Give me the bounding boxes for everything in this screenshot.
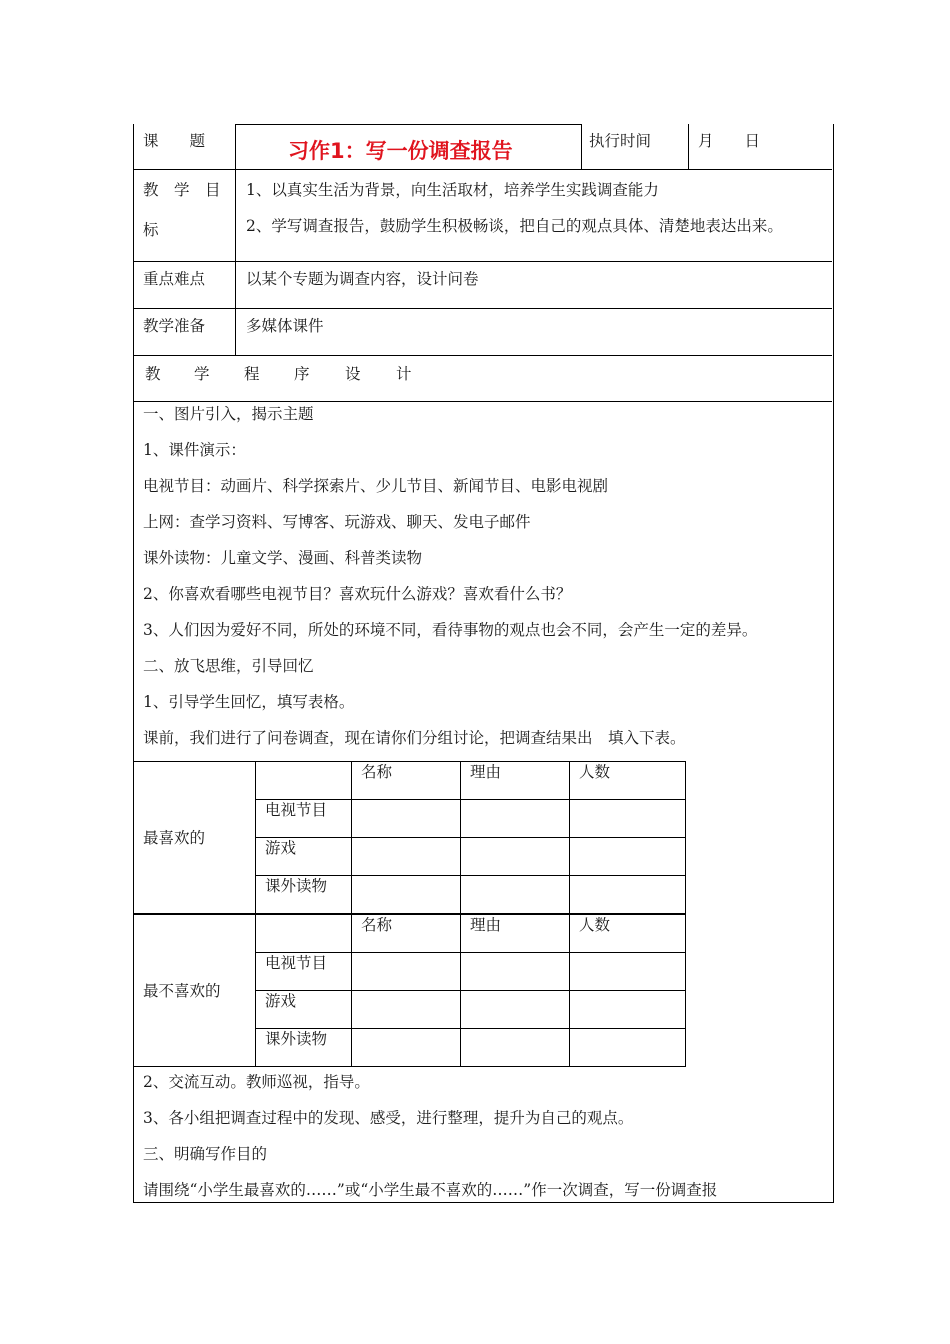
input-cell[interactable]: [461, 876, 570, 914]
row-label: 游戏: [256, 991, 352, 1029]
key-points-label: 重点难点: [143, 270, 206, 288]
empty-cell: [256, 762, 352, 800]
procedure-heading-char: 程: [244, 365, 260, 383]
preparation-text: 多媒体课件: [246, 317, 324, 335]
input-cell[interactable]: [570, 838, 686, 876]
empty-cell: [256, 915, 352, 953]
survey-table-disliked: [133, 914, 686, 1067]
key-points-text: 以某个专题为调查内容，设计问卷: [246, 270, 479, 288]
goals-label: 教 学 目: [143, 181, 221, 199]
row-label: 游戏: [256, 838, 352, 876]
input-cell[interactable]: [570, 1029, 686, 1067]
input-cell[interactable]: [461, 1029, 570, 1067]
goal-item: 2、学写调查报告，鼓励学生积极畅谈，把自己的观点具体、清楚地表达出来。: [246, 217, 783, 235]
body-line: 3、各小组把调查过程中的发现、感受，进行整理，提升为自己的观点。: [143, 1109, 634, 1127]
exec-time-label: 执行时间: [589, 132, 652, 150]
row-divider: [133, 401, 832, 402]
row-divider: [133, 355, 832, 356]
column-header: 理由: [461, 915, 570, 953]
label-column-divider: [235, 169, 236, 355]
body-line: 上网：查学习资料、写博客、玩游戏、聊天、发电子邮件: [143, 513, 531, 531]
column-header: 人数: [570, 915, 686, 953]
procedure-heading-char: 教: [145, 365, 161, 383]
procedure-heading-char: 计: [396, 365, 412, 383]
row-label: 课外读物: [256, 876, 352, 914]
lesson-title: 习作1：写一份调查报告: [288, 139, 513, 163]
body-line: 2、交流互动。教师巡视，指导。: [143, 1073, 370, 1091]
body-line: 3、人们因为爱好不同，所处的环境不同，看待事物的观点也会不同，会产生一定的差异。: [143, 621, 758, 639]
goals-label-cont: 标: [143, 221, 159, 239]
column-header: 人数: [570, 762, 686, 800]
body-line: 课外读物：儿童文学、漫画、科普类读物: [143, 549, 423, 567]
input-cell[interactable]: [352, 991, 461, 1029]
input-cell[interactable]: [352, 953, 461, 991]
survey-table-liked: [133, 761, 686, 914]
input-cell[interactable]: [461, 953, 570, 991]
input-cell[interactable]: [461, 838, 570, 876]
date-label: 月 日: [698, 132, 761, 150]
body-line: 电视节目：动画片、科学探索片、少儿节目、新闻节目、电影电视剧: [143, 477, 609, 495]
input-cell[interactable]: [570, 876, 686, 914]
column-header: 名称: [352, 762, 461, 800]
procedure-heading-char: 序: [294, 365, 310, 383]
row-divider: [133, 261, 832, 262]
input-cell[interactable]: [352, 876, 461, 914]
body-line: 请围绕“小学生最喜欢的……”或“小学生最不喜欢的……”作一次调查，写一份调查报: [143, 1181, 718, 1199]
body-line: 二、放飞思维，引导回忆: [143, 657, 314, 675]
row-label: 课外读物: [256, 1029, 352, 1067]
column-header: 名称: [352, 915, 461, 953]
input-cell[interactable]: [461, 800, 570, 838]
body-line: 1、课件演示：: [143, 441, 246, 459]
body-line: 2、你喜欢看哪些电视节目？喜欢玩什么游戏？喜欢看什么书？: [143, 585, 572, 603]
column-header: 理由: [461, 762, 570, 800]
body-line: 1、引导学生回忆，填写表格。: [143, 693, 355, 711]
input-cell[interactable]: [570, 991, 686, 1029]
input-cell[interactable]: [352, 838, 461, 876]
procedure-heading-char: 学: [194, 365, 210, 383]
preparation-label: 教学准备: [143, 317, 206, 335]
body-line: 课前，我们进行了问卷调查，现在请你们分组讨论，把调查结果出 填入下表。: [143, 729, 686, 747]
input-cell[interactable]: [352, 1029, 461, 1067]
topic-label: 课 题: [143, 132, 206, 150]
row-divider: [133, 169, 832, 170]
header-divider: [688, 124, 689, 169]
group-label: 最喜欢的: [134, 762, 256, 914]
row-label: 电视节目: [256, 800, 352, 838]
row-divider: [133, 308, 832, 309]
input-cell[interactable]: [570, 953, 686, 991]
procedure-heading-char: 设: [345, 365, 361, 383]
row-label: 电视节目: [256, 953, 352, 991]
group-label: 最不喜欢的: [134, 915, 256, 1067]
body-line: 三、明确写作目的: [143, 1145, 268, 1163]
input-cell[interactable]: [570, 800, 686, 838]
goal-item: 1、以真实生活为背景，向生活取材，培养学生实践调查能力: [246, 181, 659, 199]
body-line: 一、图片引入，揭示主题: [143, 405, 314, 423]
input-cell[interactable]: [352, 800, 461, 838]
input-cell[interactable]: [461, 991, 570, 1029]
